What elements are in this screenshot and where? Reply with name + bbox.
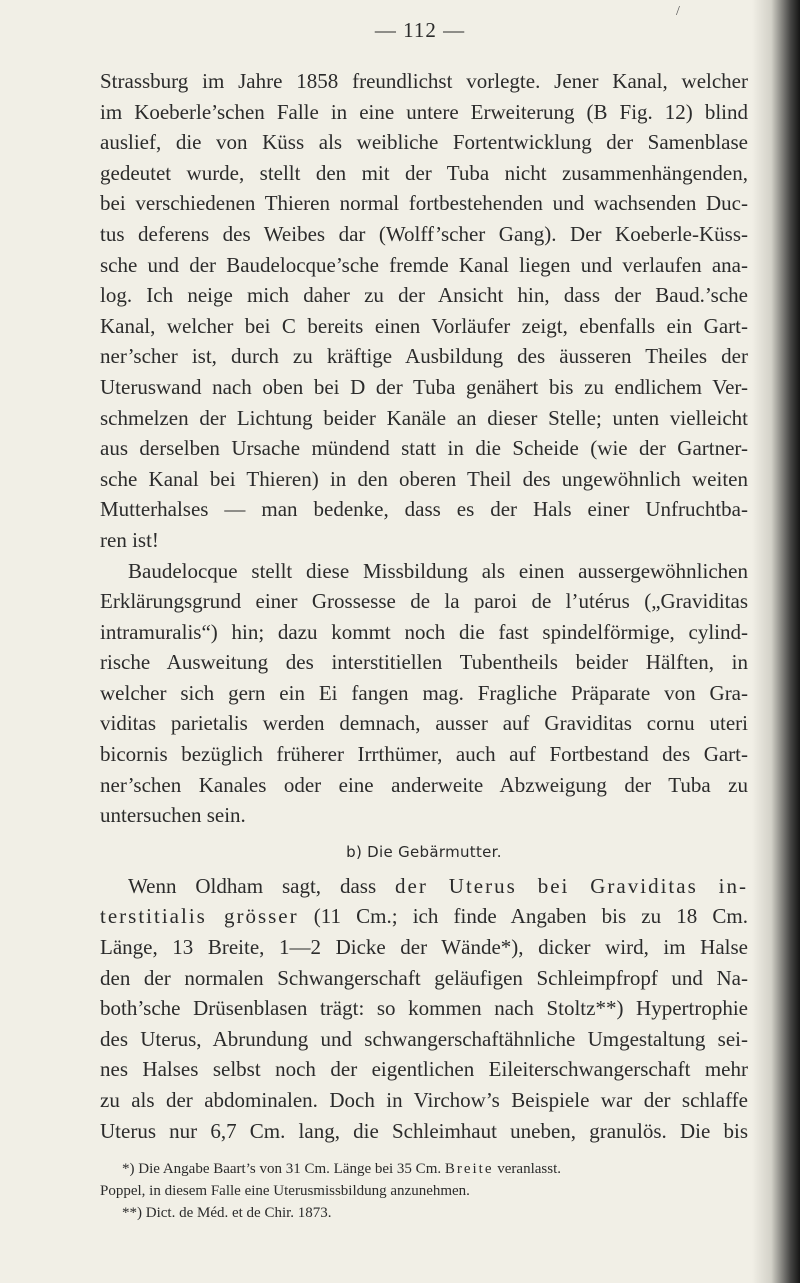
text-run: veranlasst. (493, 1161, 561, 1178)
corner-mark: / (676, 4, 680, 19)
text-line: rische Ausweitung des interstitiellen Tubentheils beider Hälften, in (100, 650, 748, 675)
emphasized-text: der Uterus bei Graviditas in- (395, 873, 748, 898)
emphasized-text: Breite (444, 1161, 494, 1178)
text-line: Kanal, welcher bei C bereits einen Vorläufer zeigt, ebenfalls ein Gart- (100, 313, 748, 338)
text-line: viditas parietalis werden demnach, ausser auf Graviditas cornu uteri (100, 711, 748, 736)
text-line (100, 871, 748, 902)
text-run: (11 Cm.; ich finde Angaben bis zu 18 Cm. (298, 904, 748, 929)
emphasized-text: terstitialis grösser (100, 904, 299, 929)
text-line: den der normalen Schwangerschaft geläufigen Schleimpfropf und Na- (100, 965, 748, 990)
text-line: zu als der abdominalen. Doch in Virchow’s Beispiele war der schlaffe (100, 1088, 748, 1112)
footnote-1 (100, 1158, 748, 1180)
text-line: ner’scher ist, durch zu kräftige Ausbildung des äusseren Theiles der (100, 344, 748, 369)
text-line: bei verschiedenen Thieren normal fortbestehenden und wachsenden Duc- (100, 191, 748, 216)
text-line: Uterus nur 6,7 Cm. lang, die Schleimhaut uneben, granulös. Die bis (100, 1118, 748, 1143)
body-text (100, 66, 748, 1224)
text-run: Wenn Oldham sagt, dass (128, 873, 396, 898)
text-line: Erklärungsgrund einer Grossesse de la paroi de l’utérus („Graviditas (100, 589, 748, 614)
text-line: ner’schen Kanales oder eine anderweite Abzweigung der Tuba zu (100, 772, 748, 797)
text-line: nes Halses selbst noch der eigentlichen Eileiterschwangerschaft mehr (100, 1057, 748, 1082)
text-line: tus deferens des Weibes dar (Wolff’scher Gang). Der Koeberle-Küss- (100, 221, 748, 246)
paragraph-1 (100, 66, 748, 556)
text-line: intramuralis“) hin; dazu kommt noch die fast spindelförmige, cylind- (100, 619, 748, 644)
footnote-2: **) Dict. de Méd. et de Chir. 1873. (122, 1205, 332, 1222)
text-line: des Uterus, Abrundung und schwangerschaftähnliche Umgestaltung sei- (100, 1026, 748, 1051)
text-line: sche Kanal bei Thieren) in den oberen Theil des ungewöhnlich weiten (100, 466, 748, 491)
text-line: Strassburg im Jahre 1858 freundlichst vorlegte. Jener Kanal, welcher (100, 69, 748, 93)
paragraph-3 (100, 871, 748, 1146)
text-line: ren ist! (100, 527, 159, 552)
page-number: — 112 — (374, 18, 466, 42)
footnote-1-continued: Poppel, in diesem Falle eine Uterusmissbildung anzunehmen. (100, 1183, 470, 1200)
text-run: *) Die Angabe Baart’s von 31 Cm. Länge bei 35 Cm. (122, 1161, 445, 1178)
text-line: bicornis bezüglich früherer Irrthümer, auch auf Fortbestand des Gart- (100, 742, 748, 767)
text-line: sche und der Baudelocque’sche fremde Kanal liegen und verlaufen ana- (100, 252, 748, 277)
text-line: aus derselben Ursache mündend statt in die Scheide (wie der Gartner- (100, 436, 748, 461)
text-line: schmelzen der Lichtung beider Kanäle an dieser Stelle; unten vielleicht (100, 405, 748, 430)
text-line: Baudelocque stellt diese Missbildung als einen aussergewöhnlichen (128, 558, 748, 583)
text-line: gedeutet wurde, stellt den mit der Tuba nicht zusammenhängenden, (100, 160, 748, 185)
text-line: welcher sich gern ein Ei fangen mag. Fragliche Präparate von Gra- (100, 680, 748, 705)
paragraph-2 (100, 556, 748, 831)
book-spine-shadow (752, 0, 800, 1283)
text-line: both’sche Drüsenblasen trägt: so kommen nach Stoltz**) Hypertrophie (100, 996, 748, 1021)
footnotes (100, 1158, 748, 1224)
section-heading: b) Die Gebärmutter. (346, 842, 502, 861)
text-line: auslief, die von Küss als weibliche Fortentwicklung der Samenblase (100, 130, 748, 155)
text-line (100, 901, 748, 932)
text-line: Mutterhalses — man bedenke, dass es der Hals einer Unfruchtba- (100, 497, 748, 522)
text-line: im Koeberle’schen Falle in eine untere Erweiterung (B Fig. 12) blind (100, 99, 748, 124)
text-line: log. Ich neige mich daher zu der Ansicht hin, dass der Baud.’sche (100, 283, 748, 308)
text-line: Uteruswand nach oben bei D der Tuba genähert bis zu endlichem Ver- (100, 374, 748, 399)
text-line: untersuchen sein. (100, 803, 246, 828)
text-line: Länge, 13 Breite, 1—2 Dicke der Wände*), dicker wird, im Halse (100, 935, 748, 960)
